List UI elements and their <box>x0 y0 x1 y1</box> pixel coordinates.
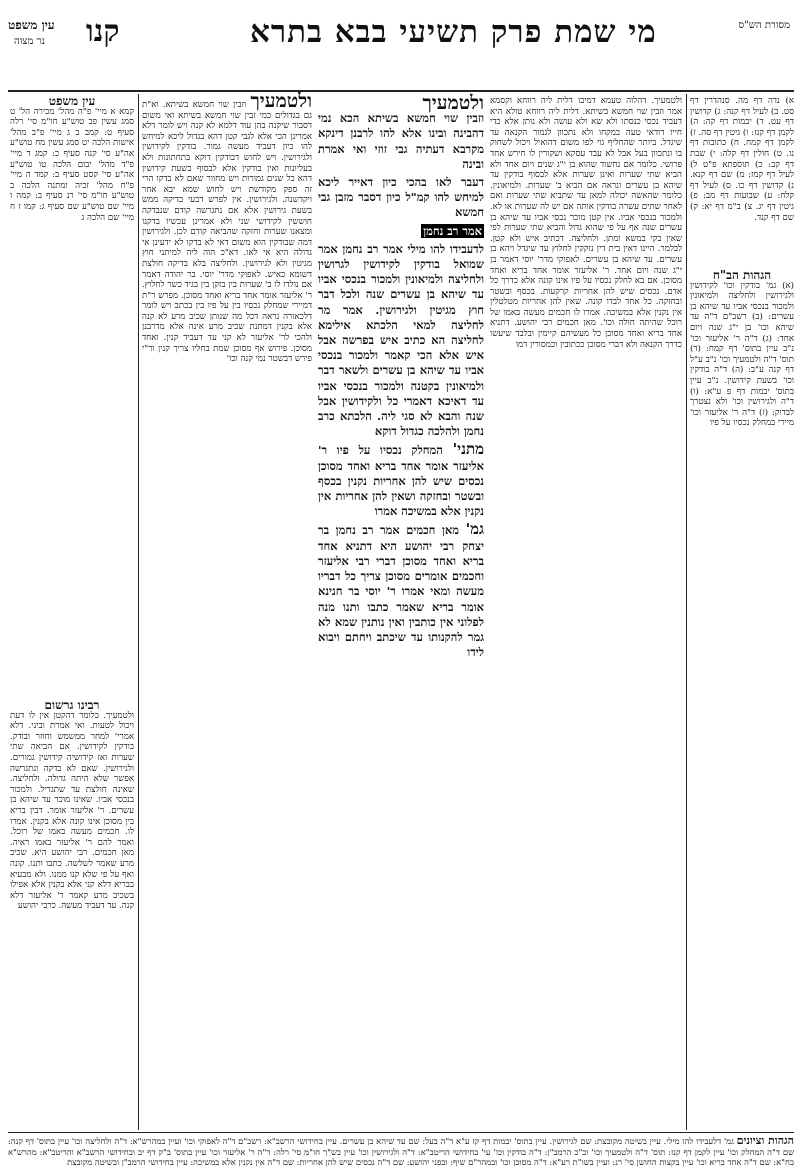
tosafot-opening-word: ולטמעיך <box>250 90 312 112</box>
gemara-text: מאן חכמים אמר רב נחמן בר יצחק רבי יהושע היא דתניא אחד בריא ואחד מסוכן דברי רבי אליעזר וחכמים אומרים מסוכן צריך כל דבריו מעשה ומאי אמרו ר' יוסי בר חנינא אומר בריא שאמר כתבו ותנו מנה לפלוני אין כותבין ואין נותנין שמא לא גמר להקנותו עד שיכתב ויחתם ויבוא לידו <box>318 523 484 660</box>
gemara-label: גמ' <box>465 520 485 539</box>
page-header <box>0 6 802 86</box>
bottom-notes-text: גמ' דלעבידו להו מילי. עיין בשיטה מקובצת: שם לגירושין. עיין בתוס' יבמות דף קז ע"א ד"ה בעל: שם עד שיהא בן עשרים. עיין בחידושי הרשב"א: רשב"ם ד"ה לאפוקי וכו' ועיין במהרש"א: ד"ה ולחליצה וכו' עיין בתוס' דף קנה: שם ד"ה המחלק וכו' עיין לקמן דף קנז: תוס' ד"ה ולטמעיך וכו' וכ"כ הרמב"ן: ד"ה בודקין וכו' עי' בחידושי הריטב"א: ד"ה ולגירושין וכו' עיין בש"ך חו"מ סי' רלה: ד"ה ר' אליעזר וכו' עיין בתוס' ב"ק דף יב ובחידושי הרשב"א והריטב"א: מהרש"א בח"א: שם ד"ה אחד בריא וכו' עיין בקצות החושן סי' רנ: ועיין בשו"ת רע"א: ד"ה מסוכן וכו' ובמהר"ם שיף: ובפני יהושע: שם ד"ה נכסים שיש להן אחריות: שם ד"ה אין נקנין אלא במשיכה: עיין בחידושי הרמב"ן ובשיטה מקובצת <box>8 1136 794 1167</box>
folio-number: קנו <box>86 14 120 49</box>
divider-left-outer <box>138 94 139 1130</box>
main-opening-word: ולטמעיך <box>422 92 484 114</box>
rabbeinu-gershom-column <box>10 700 134 1125</box>
masoret-hashas-label: מסורת הש"ס <box>738 20 790 31</box>
highlighted-phrase: אמר רב נחמן <box>423 223 482 238</box>
mishnah-text: המחלק נכסיו על פיו ר' אליעזר אומר אחד בריא ואחד מסוכן נכסים שיש להן אחריות נקנין בכסף ובשטר ובחזקה ושאין להן אחריות אין נקנין אלא במשיכה <box>318 443 484 519</box>
rashi-column <box>490 96 682 1126</box>
main-line-1: וזבין שוי חמשא בשיתא הכא נמי דהבינה ובינו אלא להו לרבנן דינקא מקרבא דעתיה גבי זוזי ואי אמרת ובינה <box>318 111 484 171</box>
mishnah-end: אמרו <box>374 504 398 519</box>
hagahot-bach-column <box>690 270 794 1125</box>
ein-mishpat-column <box>10 96 134 436</box>
rabbeinu-gershom-text: ולטמעיך. כלומר דהקטן אין לו דעת ויכול לטעות. ואי אמרת וביני. דלא אמרי' למחר ממשמש וחוזר ובודק. בודקין לקידושין. אם הביאה שתי שערות ואז קידושיה קידושין גמורים. ולגירושין. שאם לא בדקה ונתגרשה אפשר שלא היתה גדולה. ולחליצה. שאינה חולצת עד שתגדיל. ולמכור בנכסי אביו. שאינו מוכר עד שיהא בן עשרים. ר' אליעזר אומר. דבין בריא בין מסוכן אינו קונה אלא בקנין. אמרו לו. חכמים מעשה באמו של רוכל. ואמר להם ר' אליעזר באמו ראיה. מאן חכמים. רבי יהושע היא. שכיב מרע שאמר לשלשה. כתבו ותנו. קונה ואף על פי שלא קנו ממנו. ולא מבעיא בבריא דלא קני אלא בקנין אלא אפילו בשכיב מרע קאמר ר' אליעזר דלא קנה. עד דעביד מעשה. כרבי יהושע <box>10 710 134 912</box>
tosafot-column <box>142 90 312 1126</box>
bottom-notes-strip <box>8 1134 794 1167</box>
rabbeinu-gershom-heading: רבינו גרשום <box>44 698 100 712</box>
mishnah-label: מתני' <box>452 440 485 459</box>
main-line-2: דעבר לאו בהכי כיון דאייר ליכא למיחש להו קמ"ל כיון דסבר מזבן גבי חמשא <box>318 175 484 220</box>
header-rule <box>8 90 794 92</box>
tosafot-text: וזבין שוי חמשא בשיתא. וא"ת גם בגדולים כמי זבין שוי חמשא בשיתא ואי משום דסבור שיקנה בהן עוד דלמא לא קנה ויש לומר דלא אמרינן הכי אלא לגבי קטן דהא בגדול ליכא למיחש להו כיון דעביד מעשה גמור. בודקין לקידושין ולגירושין. ויש לחוש דבודקין דוקא בתחתונות ולא בעליונות ואין בודקין אלא לבסוף בשעת קידושין דהא כל שנים גמורות ויש מחוור שאם לא בדקו הרי זה ספק מקודשת ויש לחוש שמא יבא אחר ויקדשנה. ולגירושין. אין לפרש דבעי בדיקה ממש בשעת גירושין אלא אם נתגרשה קודם שנבדקה חוששין לקידושי שני ולא אמרינן עכשיו בדקנו ומצאנו שערות וחזקה שהביאה קודם לכן. ולגירושין דמה שבודקין הוא משום דאי לא בדקו לא ידעינן אי גדולה היא אי לאו. דא"כ הוה ליה למיתני חוץ מגיטין ולא לגירושין. ולחליצה בלא בדיקה חולצת דשומא כאיש. לאפוקי מדר' יוסי. בר יהודה דאמר אם נולדו לו ב' שערות בין בזקן בין בגיד כשר לחלוץ. ר' אליעזר אומר אחד בריא ואחד מסוכן. מפרש ר"ת דמיירי שמחלק נכסיו בין על פיו בין בכתב ויש לומר דלכאורה נראה דכל מה שנותן שכיב מרע לא קנה אלא בקנין דמתנת שכיב מרע אינה אלא מדרבנן ולהכי לר' אליעזר לא קני עד דעביד קנין. ואחד מסוכן. פירוש אף מסוכן שמת בחליו צריך קנין ור"י פירש דבשטר נמי קנה וכו' <box>142 100 312 365</box>
ein-mishpat-text: קמא א מיי' פ"ה מהל' מכירה הל' ט סמג עשין פב טוש"ע חו"מ סי' רלה סעיף ט: קמב ב ג מיי' פ"ב מהל' אישות הלכה יט סמג עשין מח טוש"ע אה"ע סי' קנה סעיף כ: קמג ד מיי' פ"ד מהל' יבום הלכה טו טוש"ע אה"ע סי' קסט סעיף ב: קמד ה מיי' פ"ח מהל' זכיה ומתנה הלכה ב טוש"ע חו"מ סי' רנ סעיף ב: קמה ו מיי' שם טוש"ע שם סעיף ג: קמו ז ח מיי' שם הלכה ג <box>10 106 134 223</box>
main-body: לדעבידו להו מילי אמר רב נחמן אמר שמואל בודקין לקידושין לגרושין ולחליצה ולמיאונין ולמכור בנכסי אביו עד שיהא בן עשרים שנה ולכל דבר חוץ מגיטין ולגירושין. אמר מר לחליצה למאי הלכתא אילימא לחליצה הא כתיב איש בפרשה אבל איש אלא הכי קאמר ולמכור בנכסי אביו עד שיהא בן עשרים ולשאר דבר ולמיאונין בקטנה ולמכור בנכסי אביו עד דאיכא דאמרי כל ולקידושין אבל שנה והבא לא סגי ליה. הלכתא כרב נחמן ולהלכה כגדול דוקא <box>318 241 484 439</box>
masoret-column <box>690 96 794 266</box>
footer-rule <box>8 1132 794 1133</box>
hagahot-bach-text: (א) גמ' בודקין וכו' לקידושין ולגירושין ולחליצה ולמיאונין ולמכור בנכסי אביו עד שיהא בן עשרים: (ב) רשב"ם ד"ה עד שיהא וכו' בן י"ג שנה ויום אחד: (ג) ד"ה ר' אליעזר וכו' נ"ב עיין בתוס' דף קמח: (ד) תוס' ד"ה ולטמעיך וכו' נ"ב ע"ל דף קנה ע"ב: (ה) ד"ה בודקין וכו' בשעת קידושין. נ"ב עיין בתוס' יבמות דף פ ע"א: (ו) ד"ה ולגירושין וכו' ולא נצטרך לבדוק: (ז) ד"ה ר' אליעזר וכו' מיירי במחלק נכסיו על פיו <box>690 280 794 429</box>
page-title: מי שמת פרק תשיעי בבא בתרא <box>250 14 657 50</box>
hagahot-bach-heading: הגהות הב"ח <box>712 268 772 282</box>
bottom-notes-heading: הגהות וציונים <box>736 1134 794 1147</box>
ein-mishpat-label: עין משפט <box>8 18 55 32</box>
main-text-column <box>318 92 485 1126</box>
divider-right-outer <box>686 94 687 1130</box>
ner-mitzvah-label: נר מצוה <box>14 36 45 47</box>
ein-mishpat-heading: עין משפט <box>48 94 96 108</box>
rashi-text: ולטמעיך. דהלוה טעמא דמיבו דלית ליה רווחא וקסמא אמר וזבין שוי חמשא בשיתא. דלית ליה רווחא טולא היא דעביד נכסי כנסתו ולא שא ולא עושה ולא נותן אלא כדי חייו דודאי טעה במקחו ולא נתכוון לגמור הקנאה עד שיגדל. ביותר שהחליף גוי לפו משום דהואיל ויכול לשחוק בו ונתכוון בעל אבל לא עבד עסקא ושקורין לו חירש אחד פרושי. כלומר אם נחשוד שהוא בן י"ג שנים ויום אחד ולא הביא שתי שערות ואינן שערות אלא לבסוף בודקין עד שיהא בן עשרים ונראה אם הביא ב' שערות. ולמיאונין. כלומר שהאשה יכולה למאן עד שתביא שתי שערות ואם לאחר שתים עשרה בודקין אותה אם יש לה שערות או לא. ולמכור בנכסי אביו. אין קטן מוכר נכסי אביו עד שיהא בן עשרים שנה אף על פי שהוא גדול והביא שתי שערות לפי שאין בקי במשא ומתן. ולחליצה. דכתיב איש ולא קטן. לבלמר. היינו דאין בית דין נזקקין לחלוץ עד שיגדל ויהא בן עשרים. עד שיהא בן עשרים. לאפוקי מדר' יוסי דאמר בן י"ג שנה ויום אחד. ר' אליעזר אומר אחד בריא ואחד מסוכן. אם בא לחלק נכסיו על פיו אינו קונה אלא כדרך כל אדם. נכסים שיש להן אחריות קרקעות. בכסף ובשטר ובחזקה. כל אחד לבדו קונה. שאין להן אחריות מטלטלין אין נקנין אלא במשיכה. אמרו לו חכמים מעשה באמו של רוכל שהיתה חולה וכו'. מאן חכמים רבי יהושע. דתניא אחד בריא ואחד מסוכן כל מעשיהם קיימין ובלבד שיעשו כדרך הקנאה ולא דברי מסוכן ככתובין וכמסורין דמו <box>490 96 682 350</box>
masoret-text: א) נדה דף מה. סנהדרין דף סט. ב) לעיל דף קנה: ג) קדושין דף עט. ד) יבמות דף קה: ה) לקמן דף קנז: ו) גיטין דף סה. ז) לקמן דף קמח. ח) כתובות דף נו. ט) חולין דף קלה: י) שבת דף קב: כ) תוספתא פ"ט ל) לעיל דף קמז: מ) שם דף קנא. נ) קדושין דף כו. ס) לעיל דף קלח: ע) שבועות דף מב: פ) גיטין דף יג. צ) ב"מ דף יא: ק) שם דף קנד. <box>690 96 794 223</box>
